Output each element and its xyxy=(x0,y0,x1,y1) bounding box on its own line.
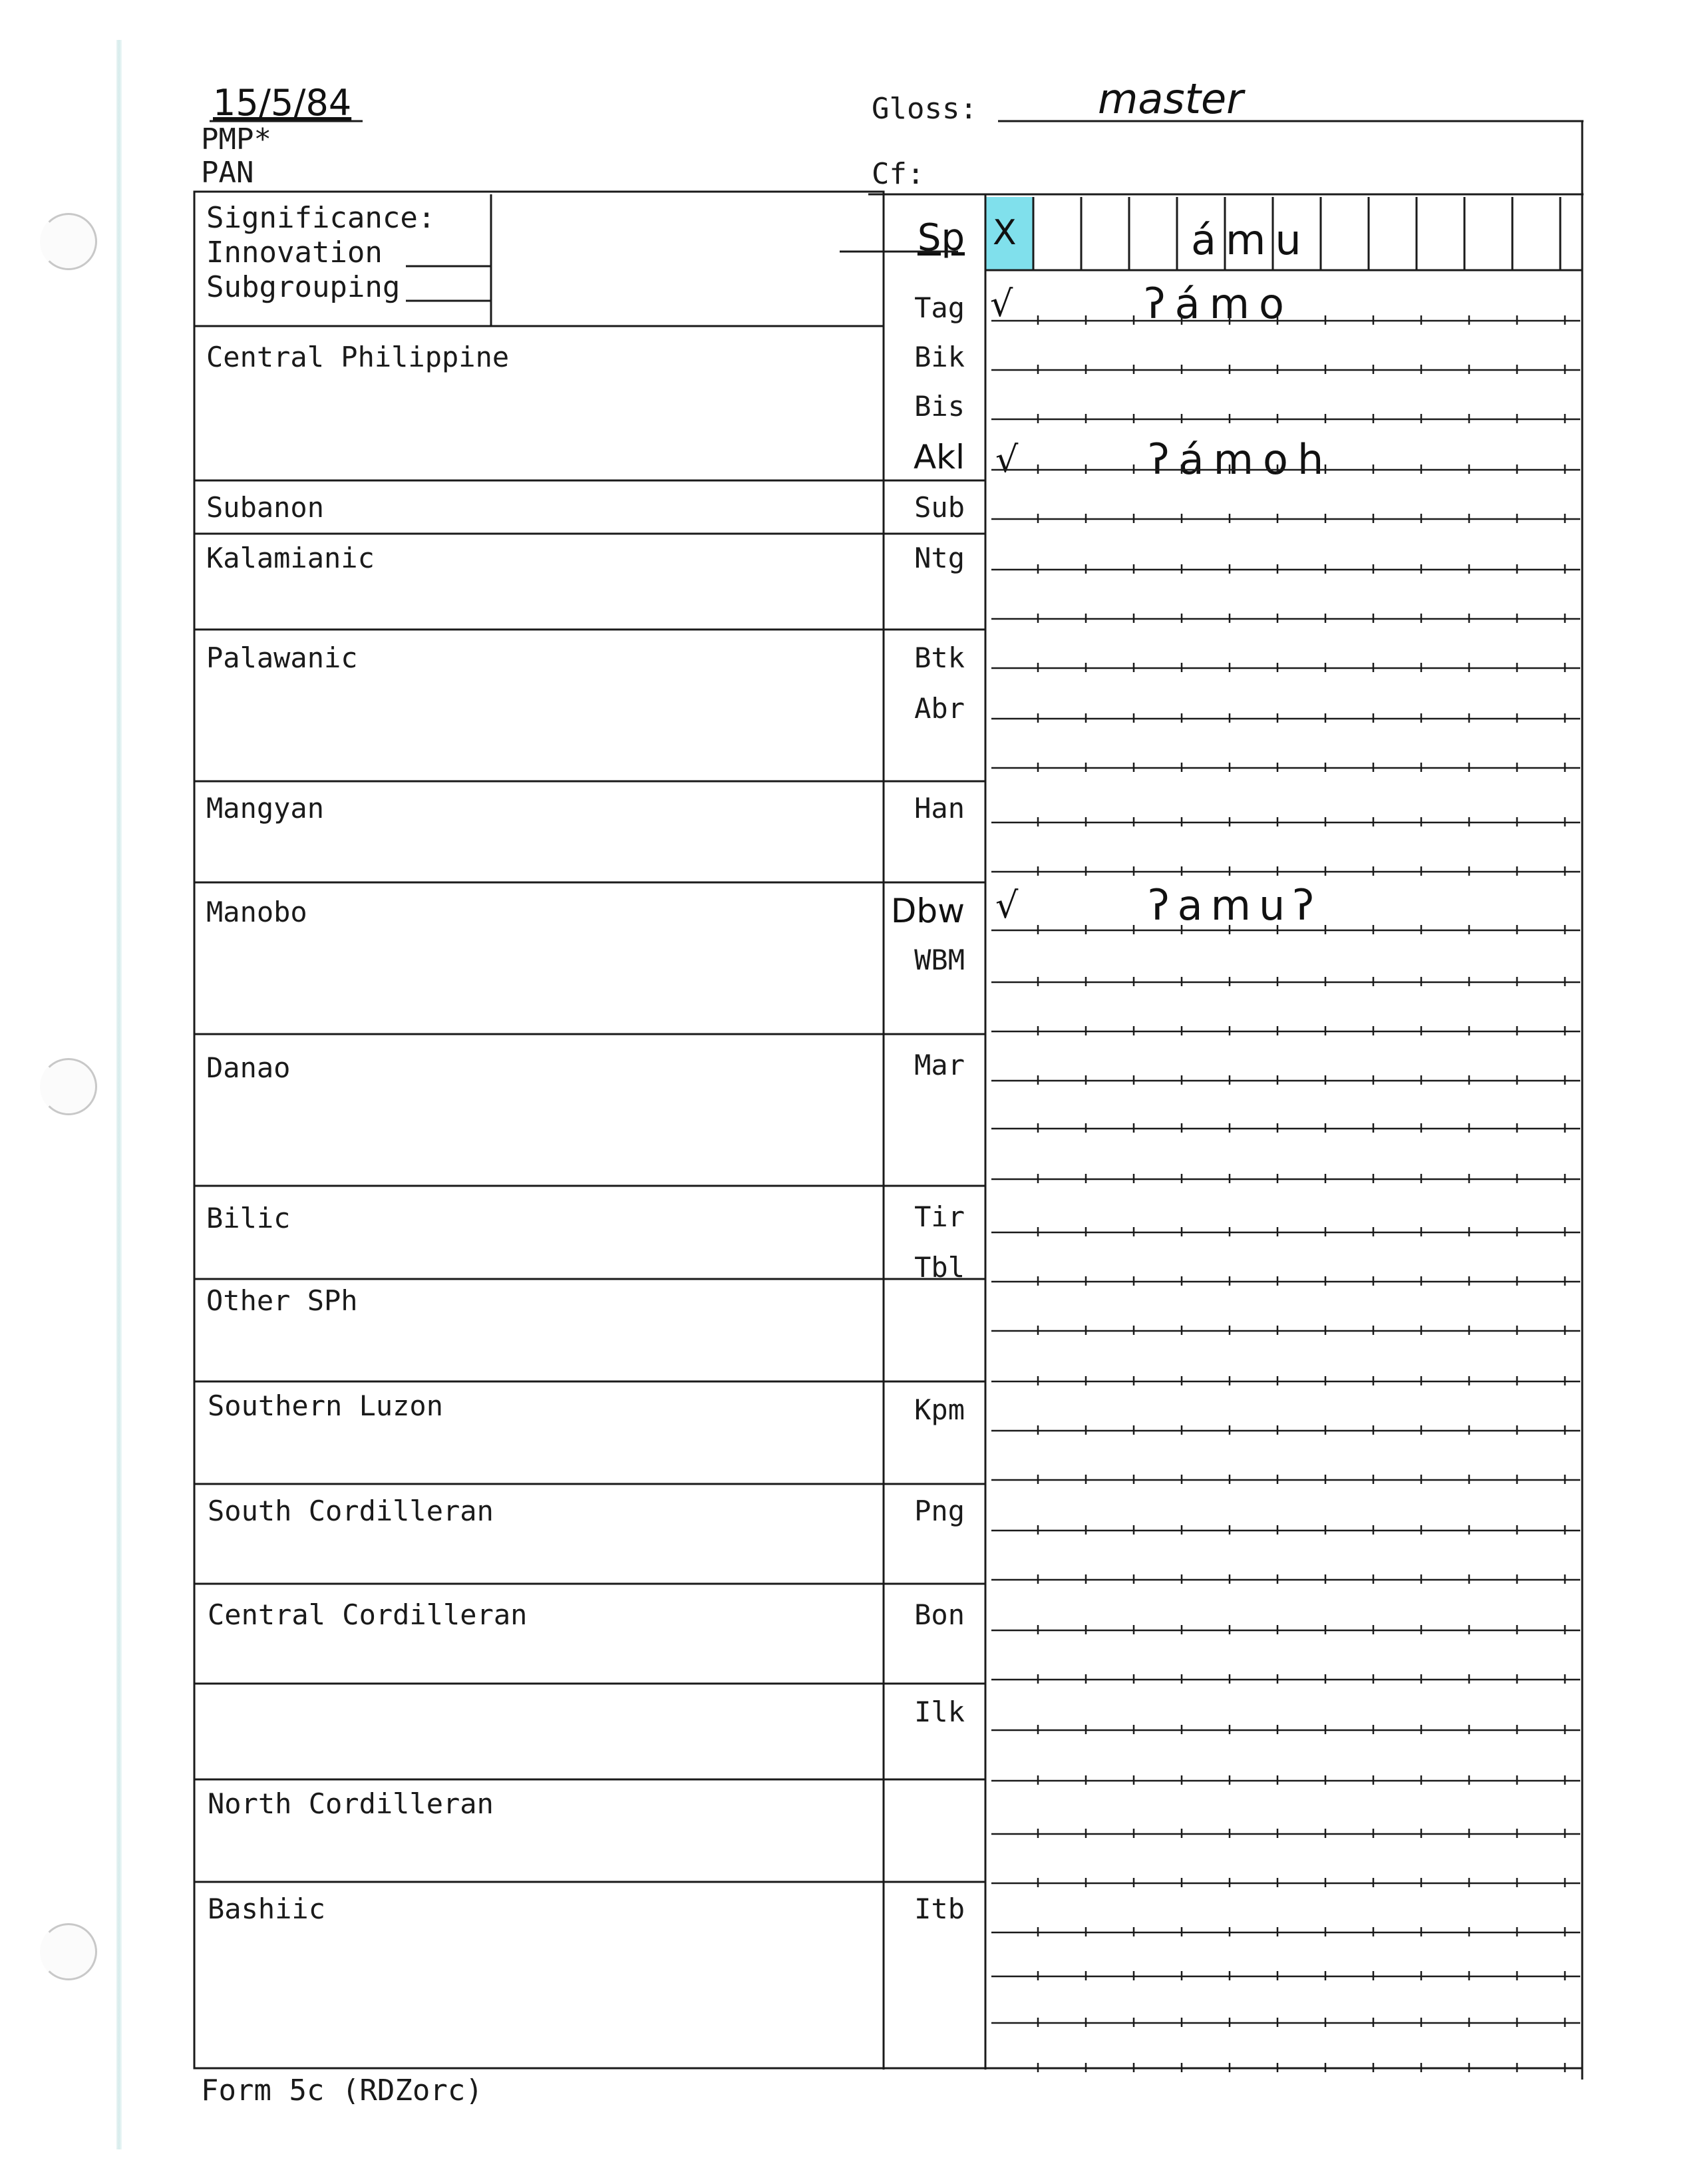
group-manobo: Manobo xyxy=(206,896,307,928)
code-tag: Tag xyxy=(914,291,965,324)
code-sp: Sp xyxy=(917,216,965,260)
group-south-cordilleran: South Cordilleran xyxy=(208,1495,494,1527)
pmp-label: PMP* xyxy=(201,122,271,156)
group-bashiic: Bashiic xyxy=(208,1893,326,1925)
code-dbw: Dbw xyxy=(890,892,965,930)
group-other-sph: Other SPh xyxy=(206,1284,358,1317)
code-btk: Btk xyxy=(914,641,965,674)
entry-tag-check: √ xyxy=(990,283,1013,325)
code-tir: Tir xyxy=(914,1200,965,1233)
code-akl: Akl xyxy=(913,438,965,476)
group-central-cordilleran: Central Cordilleran xyxy=(208,1598,528,1631)
code-bik: Bik xyxy=(914,341,965,373)
date-text: 15/5/84 xyxy=(213,82,352,124)
code-abr: Abr xyxy=(914,692,965,725)
sp-mark: X xyxy=(993,213,1017,253)
group-central-philippine: Central Philippine xyxy=(206,341,510,373)
subgrouping-label: Subgrouping xyxy=(206,270,401,304)
code-itb: Itb xyxy=(914,1893,965,1925)
group-mangyan: Mangyan xyxy=(206,792,325,824)
group-southern-luzon: Southern Luzon xyxy=(208,1389,444,1422)
significance-title: Significance: xyxy=(206,201,436,235)
group-danao: Danao xyxy=(206,1051,291,1084)
cf-label: Cf: xyxy=(872,157,925,191)
code-bon: Bon xyxy=(914,1598,965,1631)
entry-akl-form: ʔámoh xyxy=(1148,435,1333,484)
pan-label: PAN xyxy=(201,156,254,190)
code-han: Han xyxy=(914,792,965,824)
group-north-cordilleran: North Cordilleran xyxy=(208,1787,494,1820)
entry-dbw-check: √ xyxy=(995,884,1019,926)
code-tbl: Tbl xyxy=(914,1251,965,1284)
code-wbm: WBM xyxy=(914,944,965,976)
form-label: Form 5c (RDZorc) xyxy=(201,2074,483,2107)
innovation-label: Innovation xyxy=(206,236,383,270)
code-ntg: Ntg xyxy=(914,542,965,574)
group-bilic: Bilic xyxy=(206,1202,291,1234)
code-kpm: Kpm xyxy=(914,1393,965,1426)
gloss-value: master xyxy=(1098,75,1244,123)
entry-dbw-form: ʔamuʔ xyxy=(1148,881,1322,930)
code-png: Png xyxy=(914,1495,965,1527)
entry-sp-form: ámu xyxy=(1191,216,1311,264)
code-bis: Bis xyxy=(914,390,965,423)
code-sub: Sub xyxy=(914,491,965,524)
gloss-label: Gloss: xyxy=(872,92,977,126)
group-kalamianic: Kalamianic xyxy=(206,542,375,574)
code-mar: Mar xyxy=(914,1049,965,1081)
group-subanon: Subanon xyxy=(206,491,325,524)
group-palawanic: Palawanic xyxy=(206,641,358,674)
entry-tag-form: ʔámo xyxy=(1144,279,1293,328)
code-ilk: Ilk xyxy=(914,1696,965,1728)
entry-akl-check: √ xyxy=(995,439,1019,480)
